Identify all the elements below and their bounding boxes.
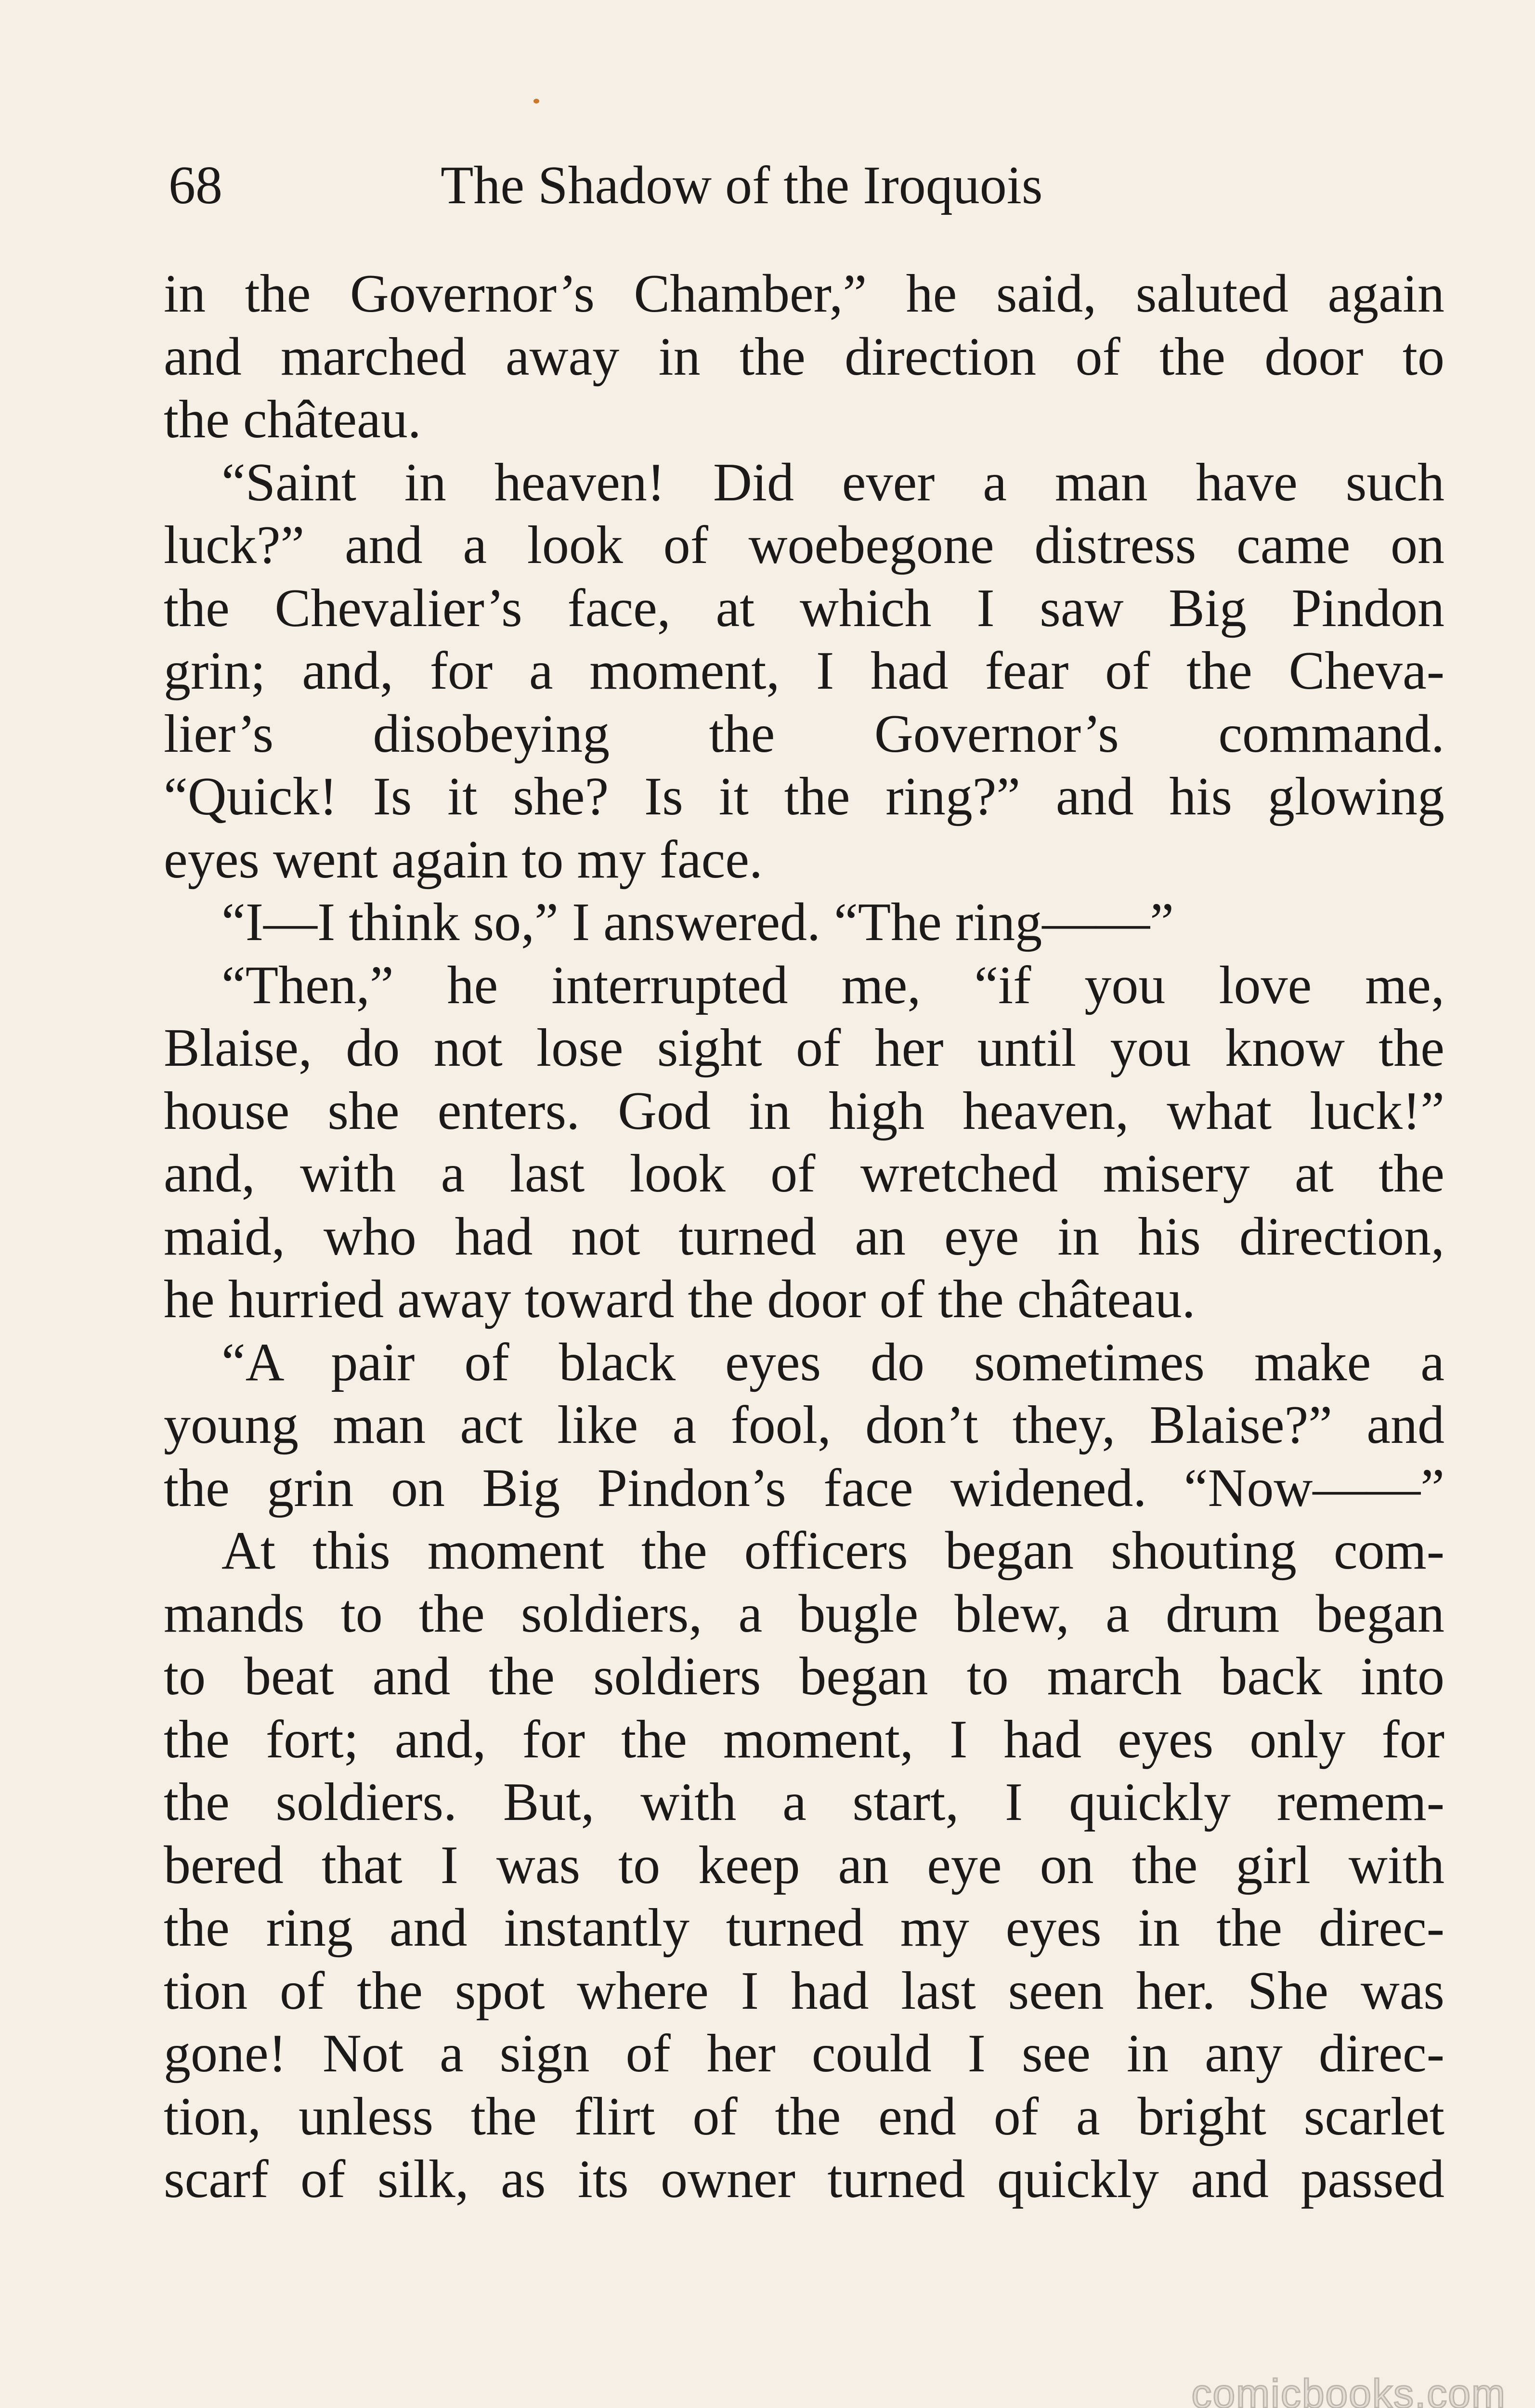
text-line: the grin on Big Pindon’s face widened. “Now——”	[164, 1458, 1444, 1518]
text-line: “I—I think so,” I answered. “The ring——”	[221, 892, 1174, 952]
text-line: to beat and the soldiers began to march back into	[164, 1647, 1444, 1706]
text-line: the ring and instantly turned my eyes in the direc-	[164, 1898, 1444, 1958]
text-line: tion, unless the flirt of the end of a bright scarlet	[164, 2086, 1444, 2146]
page-number: 68	[169, 156, 222, 215]
text-line: bered that I was to keep an eye on the girl with	[164, 1835, 1444, 1895]
text-line: he hurried away toward the door of the château.	[164, 1269, 1196, 1329]
text-line: young man act like a fool, don’t they, Blaise?” and	[164, 1395, 1444, 1455]
text-line: Blaise, do not lose sight of her until you know the	[164, 1018, 1444, 1078]
text-line: “Then,” he interrupted me, “if you love me,	[221, 955, 1444, 1015]
text-line: the fort; and, for the moment, I had eyes only for	[164, 1709, 1444, 1769]
text-line: the Chevalier’s face, at which I saw Big Pindon	[164, 578, 1444, 638]
text-line: “A pair of black eyes do sometimes make a	[221, 1332, 1444, 1392]
text-line: lier’s disobeying the Governor’s command.	[164, 704, 1444, 764]
text-line: and, with a last look of wretched misery at the	[164, 1144, 1444, 1204]
text-line: the château.	[164, 390, 421, 449]
text-line: mands to the soldiers, a bugle blew, a drum began	[164, 1584, 1444, 1644]
text-line: luck?” and a look of woebegone distress came on	[164, 515, 1444, 575]
text-line: scarf of silk, as its owner turned quickly and passed	[164, 2149, 1444, 2209]
watermark-logo: comicbooks.com	[1191, 2371, 1506, 2408]
text-line: in the Governor’s Chamber,” he said, saluted again	[164, 264, 1444, 324]
text-line: and marched away in the direction of the door to	[164, 327, 1444, 387]
text-line: eyes went again to my face.	[164, 829, 763, 890]
text-line: tion of the spot where I had last seen her. She was	[164, 1961, 1444, 2021]
body-text	[164, 262, 1444, 2211]
text-line: house she enters. God in high heaven, what luck!”	[164, 1081, 1444, 1141]
text-line: grin; and, for a moment, I had fear of the Cheva-	[164, 641, 1444, 701]
book-title: The Shadow of the Iroquois	[441, 156, 1043, 215]
text-line: At this moment the officers began shouting com-	[221, 1521, 1444, 1581]
running-head	[169, 152, 1444, 219]
ink-speck	[533, 99, 539, 104]
text-line: “Quick! Is it she? Is it the ring?” and his glowing	[164, 767, 1444, 826]
text-line: maid, who had not turned an eye in his direction,	[164, 1206, 1444, 1267]
text-line: the soldiers. But, with a start, I quickly remem-	[164, 1772, 1444, 1832]
text-line: gone! Not a sign of her could I see in any direc-	[164, 2024, 1444, 2083]
text-line: “Saint in heaven! Did ever a man have such	[221, 452, 1444, 512]
